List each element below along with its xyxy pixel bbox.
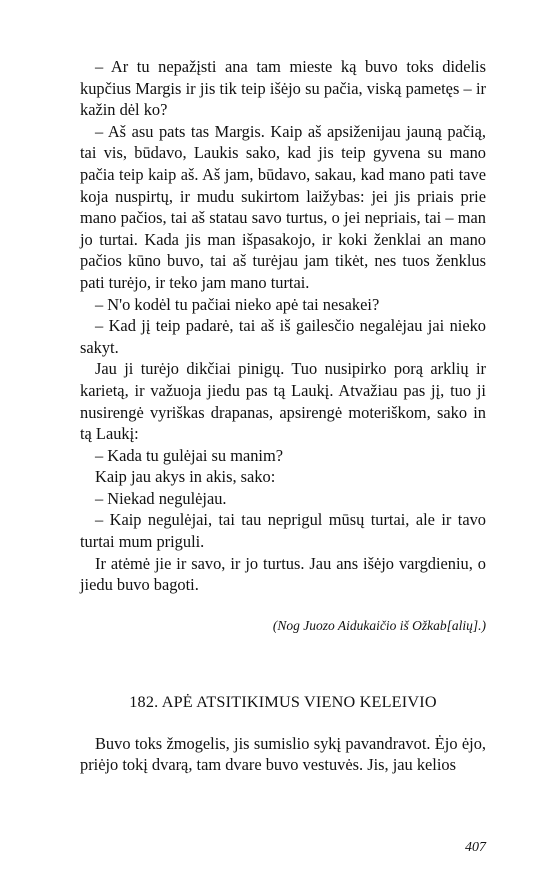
source-attribution: (Nog Juozo Aidukaičio iš Ožkab[alių].): [272, 617, 486, 633]
section-text: [80, 733, 486, 776]
paragraph: – Kada tu gulėjai su manim?: [95, 445, 283, 465]
paragraph: Jau ji turėjo dikčiai pinigų. Tuo nusipirko porą arklių ir karietą, ir važuoja jiedu pas tą Laukį. Atvažiau pas jį, tuo ji nusirengė vyriškas drapanas, apsirengė moteriškom, sako in tą Laukį:: [80, 359, 486, 444]
paragraph: – Ar tu nepažįsti ana tam mieste ką buvo toks didelis kupčius Margis ir jis tik teip išėjo su pačia, viską pametęs – ir kažin dėl ko?: [80, 57, 486, 120]
paragraph: Buvo toks žmogelis, jis sumislio sykį pavandravot. Ėjo ėjo, priėjo tokį dvarą, tam dvare buvo vestuvės. Jis, jau kelios: [80, 733, 486, 775]
paragraph: – Niekad negulėjau.: [95, 488, 227, 508]
paragraph: Kaip jau akys in akis, sako:: [95, 467, 276, 487]
paragraph: – Aš asu pats tas Margis. Kaip aš apsiženijau jauną pačią, tai vis, būdavo, Laukis sako, kad jis teip gyvena su mano pačia teip kaip aš. Aš jam, būdavo, sakau, kad mano pati tave koja nuspirtų, ir mudu sukirtom laižybas: jei jis priais prie mano pačios, tai aš statau savo turtus, o jei nepriais, tai – man jo turtai. Kada jis man išpasakojo, ir koki ženklai an mano pačios kūno buvo, tai aš turėjau jam tikėt, nes tuos ženklus pati turėjo, ir teko jam mano turtai.: [80, 121, 486, 292]
page-number: 407: [465, 840, 486, 855]
paragraph: – Kaip negulėjai, tai tau neprigul mūsų turtai, ale ir tavo turtai mum priguli.: [80, 510, 486, 552]
paragraph: – Kad jį teip padarė, tai aš iš gailesčio negalėjau jai nieko sakyt.: [80, 316, 486, 357]
section-heading: 182. APĖ ATSITIKIMUS VIENO KELEIVIO: [129, 692, 437, 711]
story-text: [80, 56, 486, 596]
paragraph: Ir atėmė jie ir savo, ir jo turtus. Jau ans išėjo vargdieniu, o jiedu buvo bagoti.: [80, 553, 486, 595]
paragraph: – N'o kodėl tu pačiai nieko apė tai nesakei?: [95, 294, 380, 314]
